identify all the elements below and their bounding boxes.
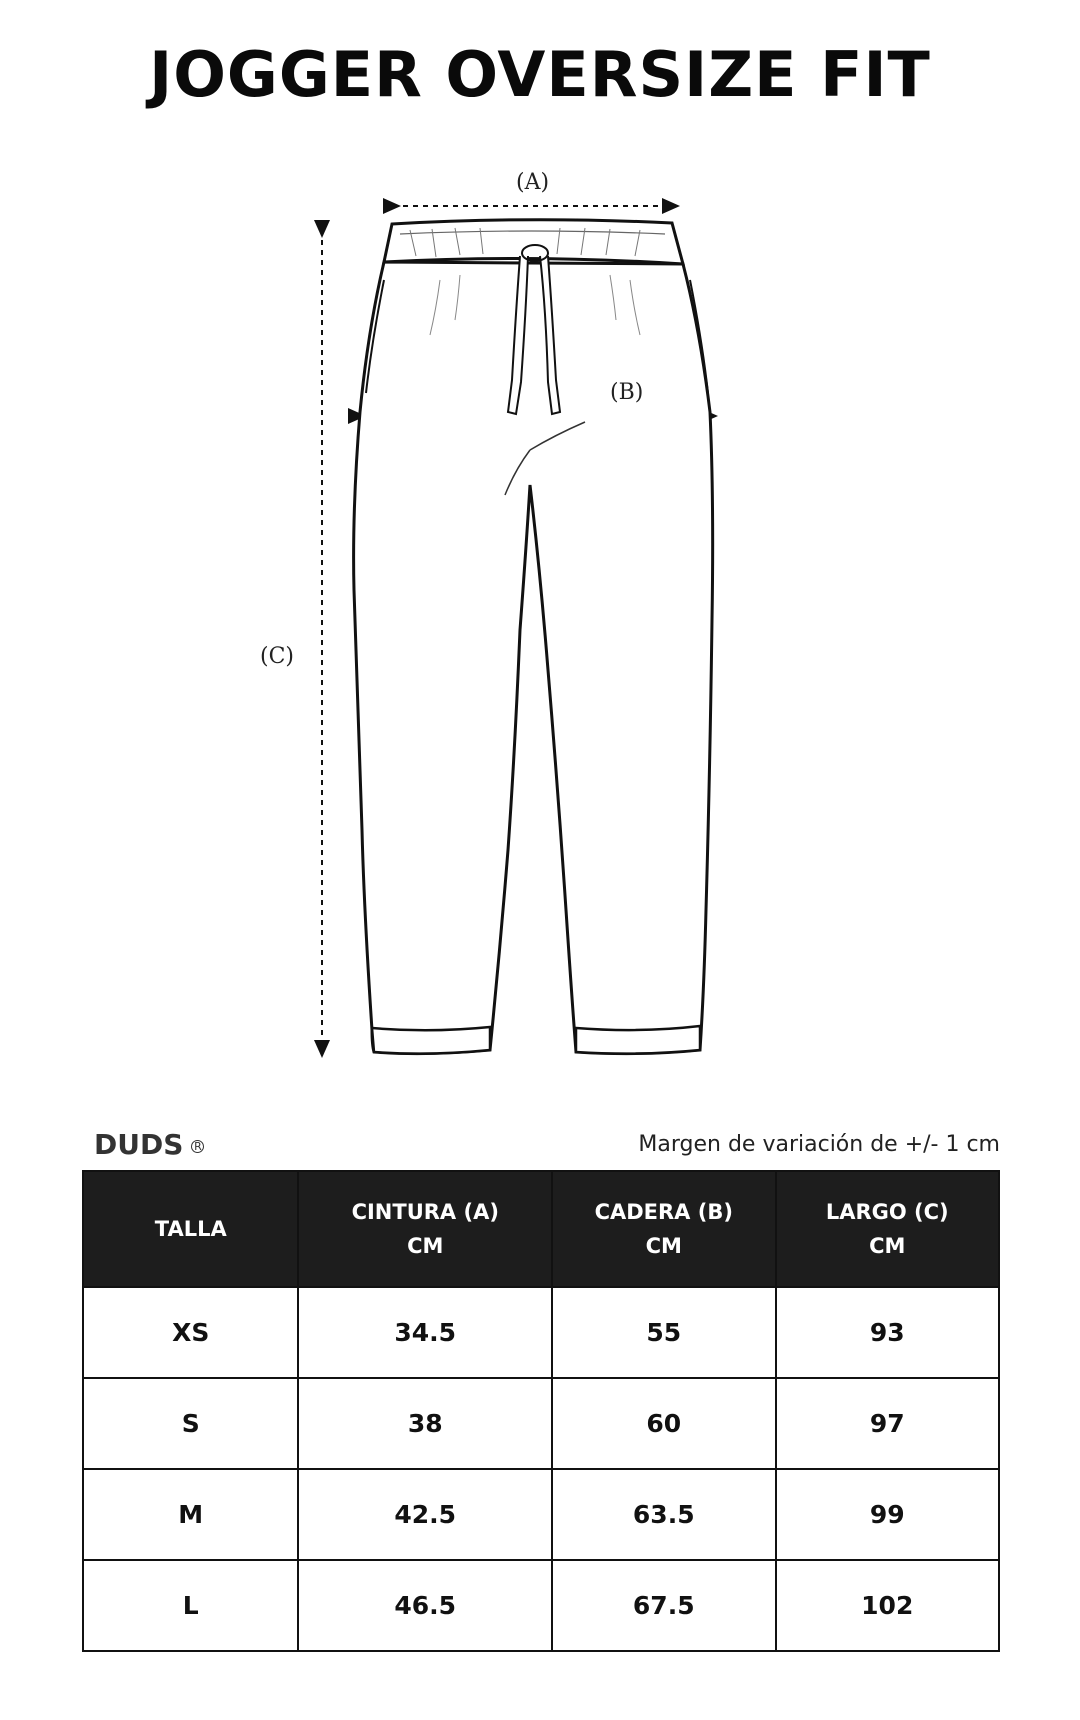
- cell-cintura: 42.5: [298, 1469, 552, 1560]
- right-cuff: [576, 1026, 700, 1054]
- label-a: (A): [516, 170, 550, 195]
- cell-cintura: 34.5: [298, 1287, 552, 1378]
- label-c: (C): [260, 644, 294, 669]
- header-talla: [83, 1171, 298, 1287]
- header-cintura-label: CINTURA (A): [351, 1200, 499, 1224]
- cell-cintura: 38: [298, 1378, 552, 1469]
- pants-illustration: [0, 150, 1080, 1100]
- header-cadera-unit: CM: [645, 1234, 682, 1258]
- size-table: [82, 1170, 1000, 1652]
- pants-outline: [354, 262, 713, 1054]
- brand-row: [82, 1124, 1000, 1164]
- left-cuff: [372, 1027, 490, 1054]
- registered-icon: R: [191, 1140, 204, 1153]
- cell-largo: 93: [776, 1287, 1000, 1378]
- header-cintura: [298, 1171, 552, 1287]
- table-row: [83, 1287, 999, 1378]
- header-cadera-label: CADERA (B): [594, 1200, 733, 1224]
- header-cintura-unit: CM: [407, 1234, 444, 1258]
- cell-largo: 102: [776, 1560, 1000, 1651]
- cell-cadera: 67.5: [552, 1560, 775, 1651]
- cell-cintura: 46.5: [298, 1560, 552, 1651]
- cell-talla: M: [83, 1469, 298, 1560]
- cell-largo: 99: [776, 1469, 1000, 1560]
- cell-cadera: 63.5: [552, 1469, 775, 1560]
- table-row: [83, 1378, 999, 1469]
- header-largo: [776, 1171, 1000, 1287]
- header-cadera: [552, 1171, 775, 1287]
- header-largo-label: LARGO (C): [825, 1200, 949, 1224]
- cell-cadera: 55: [552, 1287, 775, 1378]
- page-title: JOGGER OVERSIZE FIT: [149, 38, 931, 111]
- brand-name: DUDS: [94, 1128, 184, 1161]
- variation-note: Margen de variación de +/- 1 cm: [638, 1132, 1000, 1157]
- jogger-diagram: [0, 150, 1080, 1100]
- header-largo-unit: CM: [869, 1234, 906, 1258]
- cell-largo: 97: [776, 1378, 1000, 1469]
- brand-logo: [94, 1128, 204, 1161]
- label-b: (B): [610, 380, 644, 405]
- table-row: [83, 1560, 999, 1651]
- header-talla-label: TALLA: [154, 1217, 227, 1241]
- cell-talla: L: [83, 1560, 298, 1651]
- cell-cadera: 60: [552, 1378, 775, 1469]
- cell-talla: S: [83, 1378, 298, 1469]
- cell-talla: XS: [83, 1287, 298, 1378]
- table-header-row: [83, 1171, 999, 1287]
- table-row: [83, 1469, 999, 1560]
